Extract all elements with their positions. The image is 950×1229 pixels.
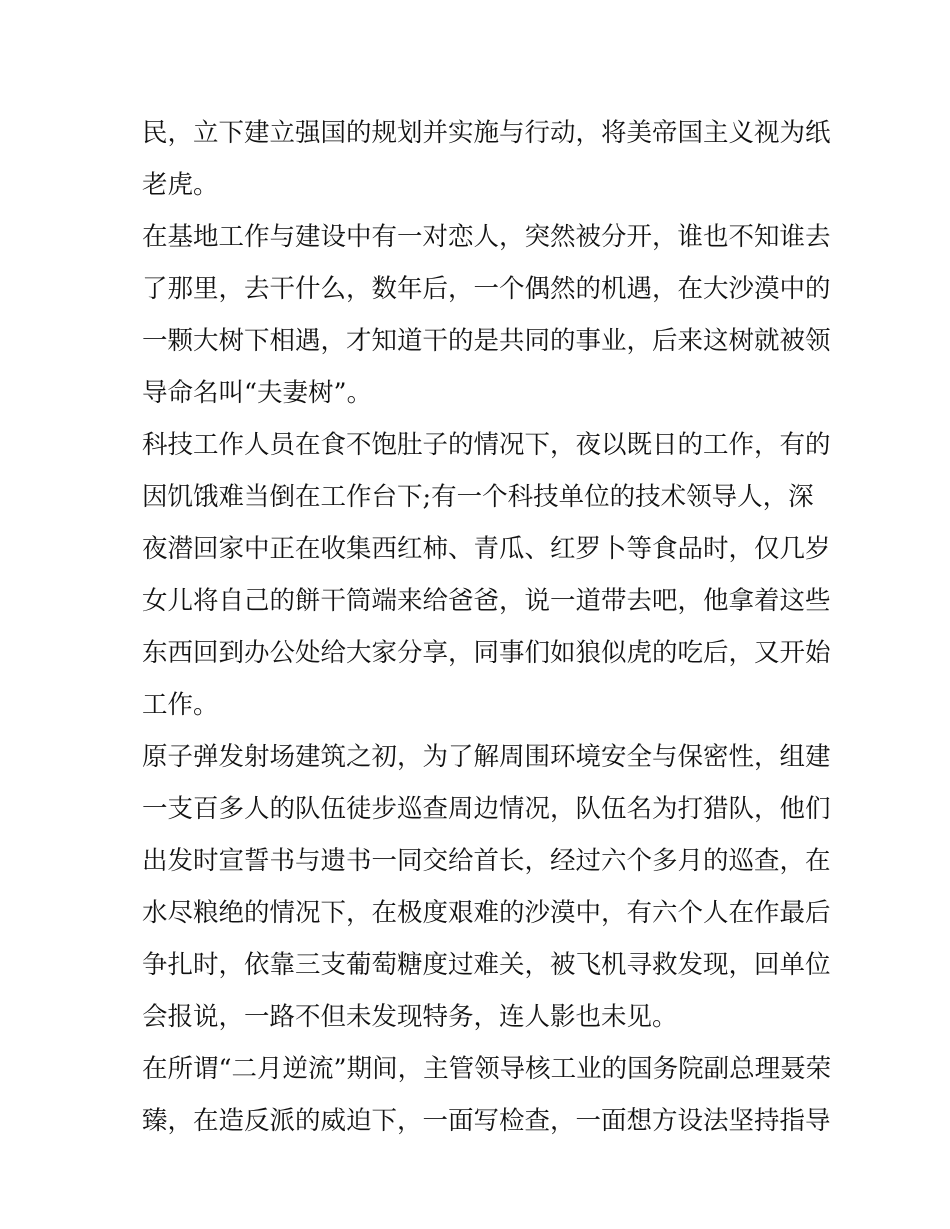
text-line: 在所谓“二月逆流”期间，主管领导核工业的国务院副总理聂荣: [142, 1054, 832, 1084]
text-line: 出发时宣誓书与遗书一同交给首长，经过六个多月的巡查，在: [142, 846, 831, 876]
text-line: 争扎时，依靠三支葡萄糖度过难关，被飞机寻救发现，回单位: [142, 950, 831, 980]
text-line: 一支百多人的队伍徒步巡查周边情况，队伍名为打猎队，他们: [142, 794, 831, 824]
text-line: 因饥饿难当倒在工作台下;有一个科技单位的技术领导人，深: [142, 482, 814, 512]
text-line: 在基地工作与建设中有一对恋人，突然被分开，谁也不知谁去: [142, 222, 831, 252]
text-line: 东西回到办公处给大家分享，同事们如狼似虎的吃后，又开始: [142, 638, 831, 668]
text-line: 工作。: [142, 690, 219, 720]
text-line: 一颗大树下相遇，才知道干的是共同的事业，后来这树就被领: [142, 326, 831, 356]
text-line: 老虎。: [142, 170, 219, 200]
text-line: 科技工作人员在食不饱肚子的情况下，夜以既日的工作，有的: [142, 430, 831, 460]
text-line: 了那里，去干什么，数年后，一个偶然的机遇，在大沙漠中的: [142, 274, 831, 304]
text-line: 会报说，一路不但未发现特务，连人影也未见。: [142, 1002, 678, 1032]
text-line: 水尽粮绝的情况下，在极度艰难的沙漠中，有六个人在作最后: [142, 898, 831, 928]
text-line: 导命名叫“夫妻树”。: [142, 378, 373, 408]
text-line: 臻，在造反派的威迫下，一面写检查，一面想方设法坚持指导: [142, 1106, 831, 1136]
text-line: 女儿将自己的餅干筒端来给爸爸，说一道带去吧，他拿着这些: [142, 586, 831, 616]
text-line: 民，立下建立强国的规划并实施与行动，将美帝国主义视为纸: [142, 118, 831, 148]
text-line: 原子弹发射场建筑之初，为了解周围环境安全与保密性，组建: [142, 742, 831, 772]
body-text: [142, 107, 832, 1147]
text-line: 夜潜回家中正在收集西红柿、青瓜、红罗卜等食品时，仅几岁: [142, 534, 831, 564]
